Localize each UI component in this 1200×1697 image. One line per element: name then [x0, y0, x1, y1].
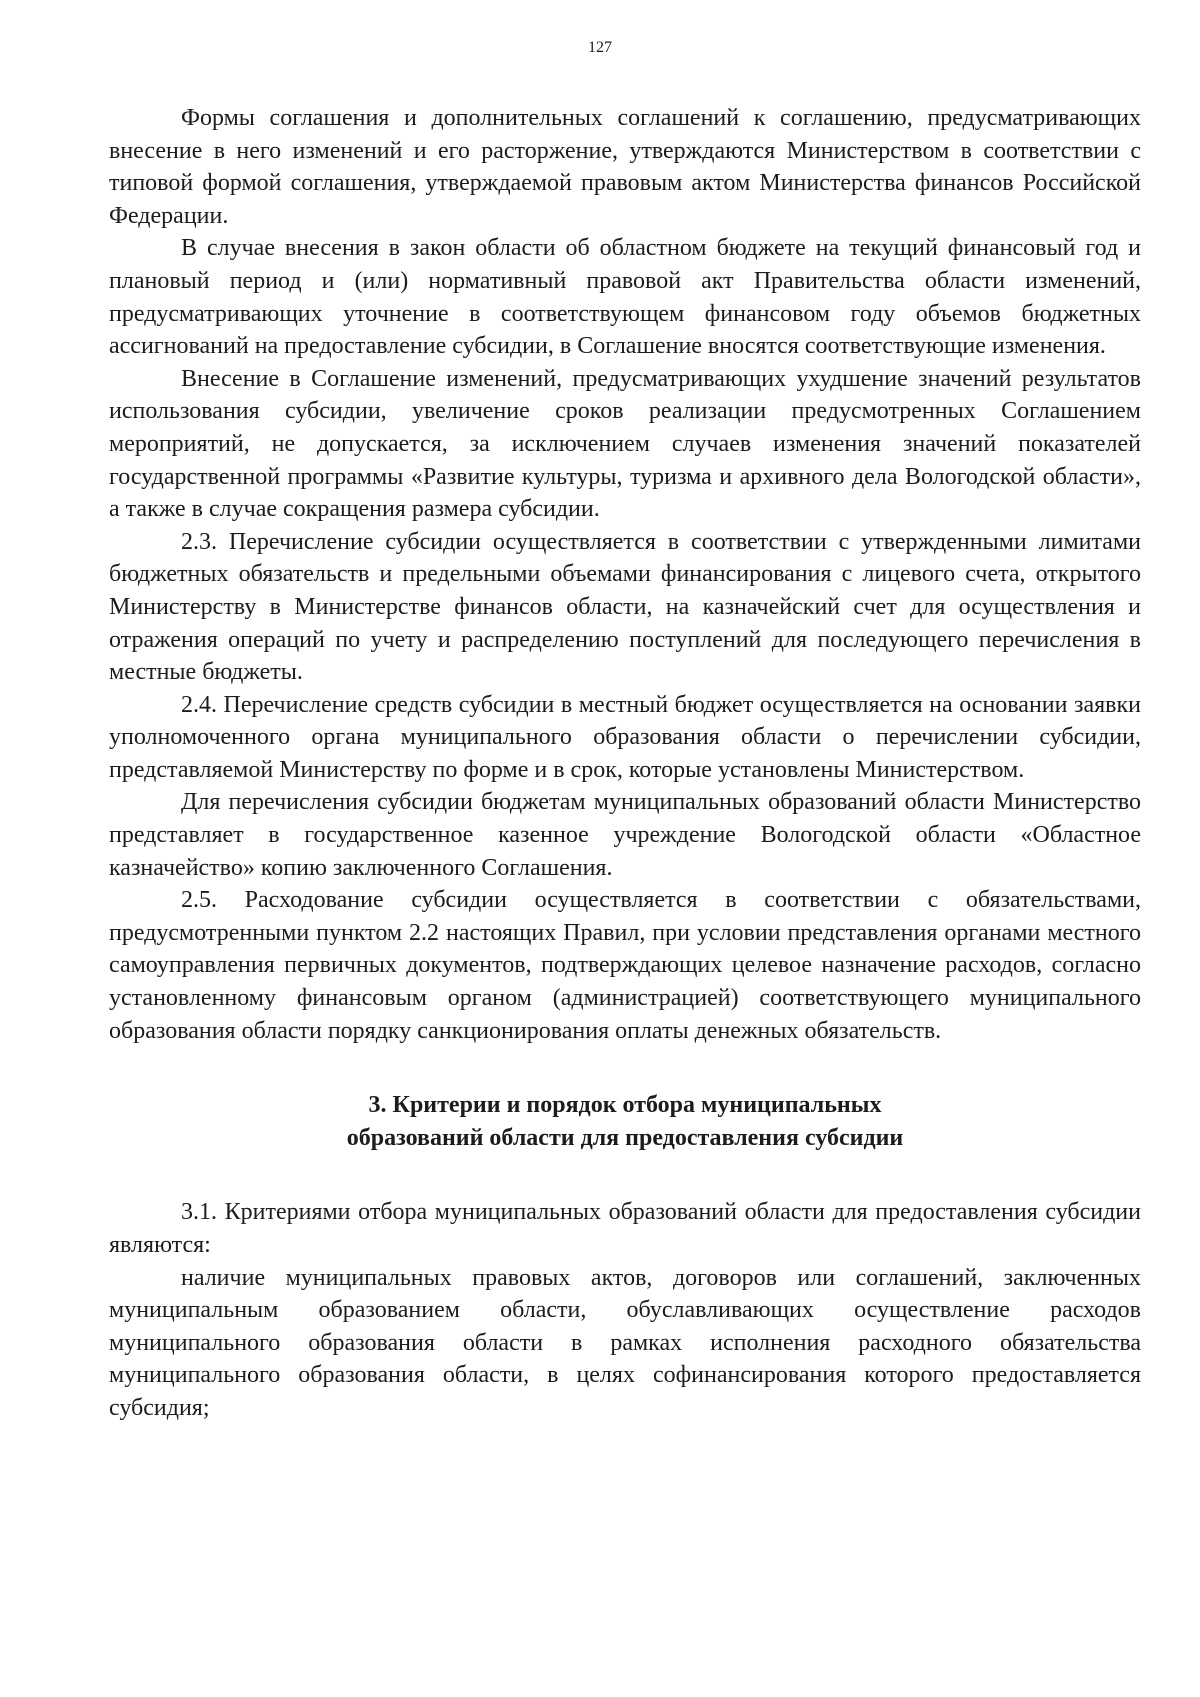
section-heading-line-2: образований области для предоставления субсидии: [346, 1124, 904, 1151]
document-body: [109, 102, 1141, 1425]
paragraph-agreement-forms: Формы соглашения и дополнительных соглашений к соглашению, предусматривающих внесение в него изменений и его расторжение, утверждаются Министерством в соответствии с типовой формой соглашения, утверждаемой правовым актом Министерства финансов Российской Федерации.: [109, 105, 1141, 229]
paragraph-agreement-amendments: Внесение в Соглашение изменений, предусматривающих ухудшение значений результатов использования субсидии, увеличение сроков реализации предусмотренных Соглашением мероприятий, не допускается, за исключением случаев изменения значений показателей государственной программы «Развитие культуры, туризма и архивного дела Вологодской области», а также в случае сокращения размера субсидии.: [109, 365, 1141, 523]
section-heading: [109, 1089, 1141, 1154]
paragraph-clause-3-1: 3.1. Критериями отбора муниципальных образований области для предоставления субсидии являются:: [109, 1199, 1141, 1258]
page-number: 127: [588, 39, 612, 56]
paragraph-budget-changes: В случае внесения в закон области об областном бюджете на текущий финансовый год и плановый период и (или) нормативный правовой акт Правительства области изменений, предусматривающих уточнение в соответствующем финансовом году объемов бюджетных ассигнований на предоставление субсидии, в Соглашение вносятся соответствующие изменения.: [109, 235, 1141, 360]
paragraph-clause-2-5: 2.5. Расходование субсидии осуществляется в соответствии с обязательствами, предусмотренными пунктом 2.2 настоящих Правил, при условии представления органами местного самоуправления первичных документов, подтверждающих целевое назначение расходов, согласно установленному финансовым органом (администрацией) соответствующего муниципального образования области порядку санкционирования оплаты денежных обязательств.: [109, 887, 1141, 1044]
paragraph-criterion-legal-acts: наличие муниципальных правовых актов, договоров или соглашений, заключенных муниципальным образованием области, обуславливающих осуществление расходов муниципального образования области в рамках исполнения расходного обязательства муниципального образования области, в целях софинансирования которого предоставляется субсидия;: [109, 1264, 1141, 1421]
paragraph-clause-2-3: 2.3. Перечисление субсидии осуществляется в соответствии с утвержденными лимитами бюджетных обязательств и предельными объемами финансирования с лицевого счета, открытого Министерству в Министерстве финансов области, на казначейский счет для осуществления и отражения операций по учету и распределению поступлений для последующего перечисления в местные бюджеты.: [109, 528, 1141, 686]
paragraph-treasury-copy: Для перечисления субсидии бюджетам муниципальных образований области Министерство представляет в государственное казенное учреждение Вологодской области «Областное казначейство» копию заключенного Соглашения.: [109, 789, 1141, 881]
section-heading-line-1: 3. Критерии и порядок отбора муниципальных: [368, 1092, 882, 1119]
paragraph-clause-2-4: 2.4. Перечисление средств субсидии в местный бюджет осуществляется на основании заявки уполномоченного органа муниципального образования области о перечислении субсидии, представляемой Министерству по форме и в срок, которые установлены Министерством.: [109, 691, 1141, 783]
